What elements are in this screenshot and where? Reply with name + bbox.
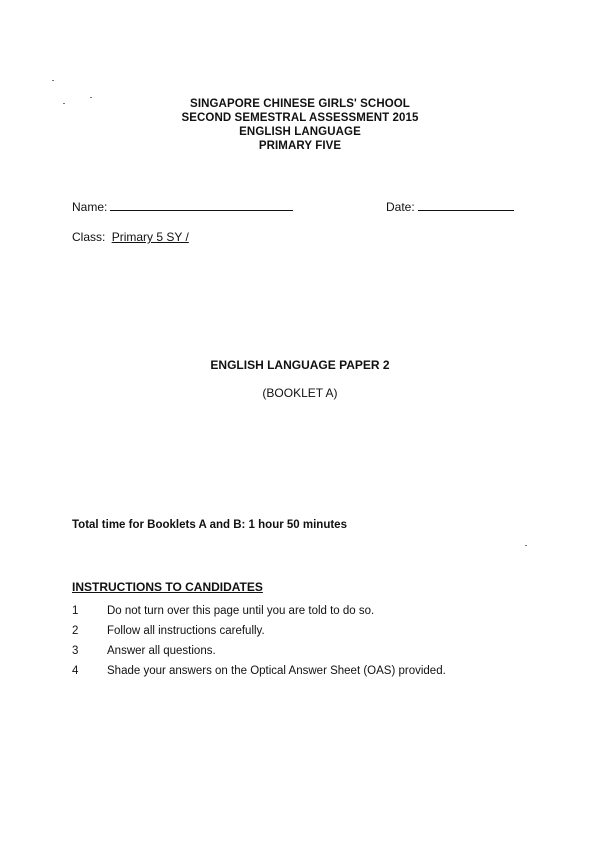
instruction-number: 4	[72, 665, 79, 677]
booklet-label: (BOOKLET A)	[262, 386, 338, 400]
total-time-note: Total time for Booklets A and B: 1 hour 50 minutes	[72, 519, 347, 531]
instruction-text: Shade your answers on the Optical Answer Sheet (OAS) provided.	[107, 665, 446, 677]
name-field	[72, 199, 293, 214]
assessment-title: SECOND SEMESTRAL ASSESSMENT 2015	[181, 112, 419, 124]
instruction-text: Answer all questions.	[107, 645, 216, 657]
date-field	[386, 199, 514, 214]
school-name: SINGAPORE CHINESE GIRLS' SCHOOL	[190, 98, 410, 110]
scan-speck	[52, 80, 54, 81]
class-label: Class:	[72, 230, 106, 244]
instruction-text: Follow all instructions carefully.	[107, 625, 265, 637]
document-header	[0, 97, 600, 153]
instruction-text: Do not turn over this page until you are told to do so.	[107, 605, 375, 617]
class-field	[72, 230, 189, 244]
instructions-heading: INSTRUCTIONS TO CANDIDATES	[72, 580, 263, 594]
date-blank-line[interactable]	[418, 199, 514, 211]
scan-speck	[525, 545, 527, 546]
subject-title: ENGLISH LANGUAGE	[239, 126, 361, 138]
instruction-number: 2	[72, 625, 79, 637]
level-title: PRIMARY FIVE	[258, 140, 342, 152]
name-blank-line[interactable]	[110, 199, 293, 211]
class-value: Primary 5 SY /	[111, 230, 189, 244]
name-label: Name:	[72, 200, 108, 214]
instruction-number: 3	[72, 645, 79, 657]
paper-title: ENGLISH LANGUAGE PAPER 2	[210, 358, 390, 372]
date-label: Date:	[386, 200, 415, 214]
instruction-number: 1	[72, 605, 79, 617]
